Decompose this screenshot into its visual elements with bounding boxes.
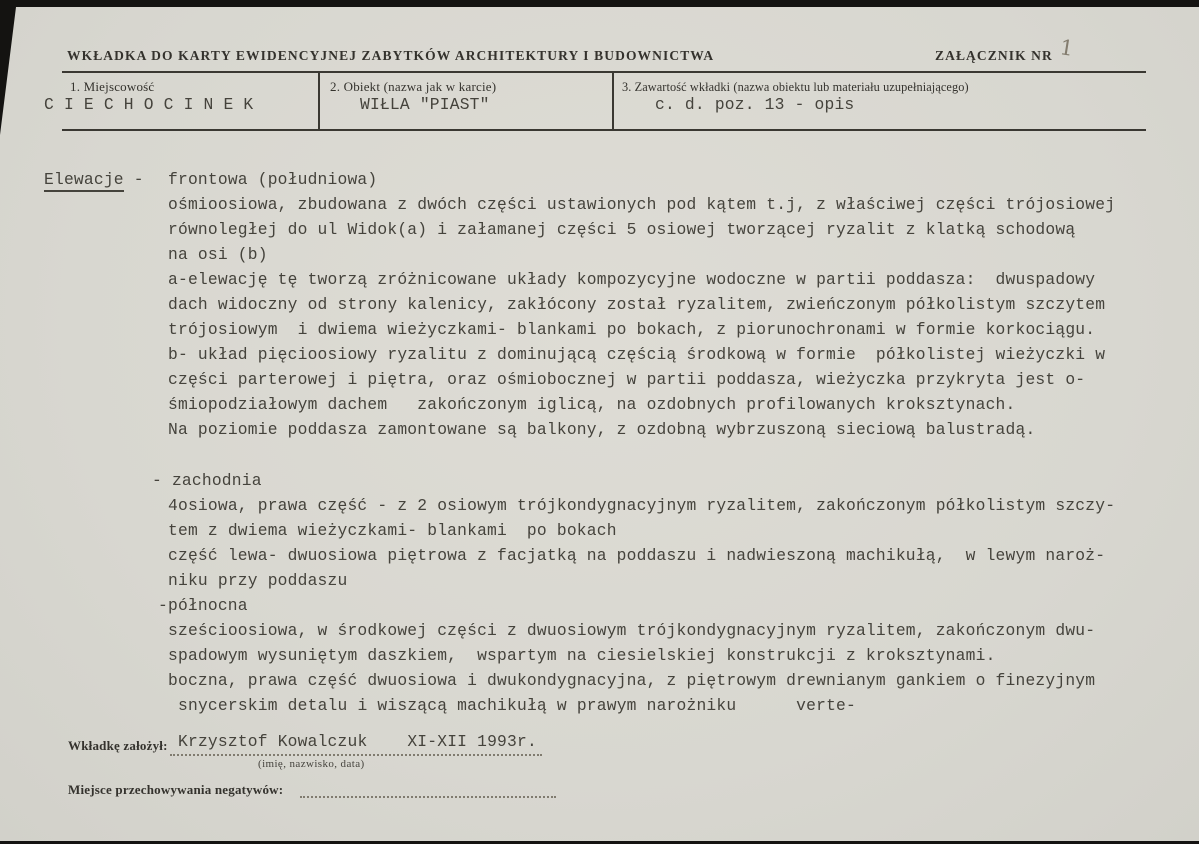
text-line: -północna [158, 595, 248, 615]
text-line: równoległej do ul Widok(a) i załamanej części 5 osiowej tworzącej ryzalit z klatką schodową [168, 220, 1076, 240]
text-line: frontowa (południowa) [168, 170, 378, 189]
negatives-dotted-line [300, 796, 556, 798]
field-miejscowosc-value: C I E C H O C I N E K [44, 95, 254, 114]
text-line [44, 443, 1164, 468]
text-line: b- układ pięcioosiowy ryzalitu z dominującą częścią środkową w formie półkolistej wieżyczki w [168, 345, 1106, 365]
text-line: części parterowej i piętra, oraz ośmiobocznej w partii poddasza, wieżyczka przykryta jest o- [168, 370, 1086, 390]
column-divider-1 [318, 73, 320, 129]
text-line: na osi (b) [168, 245, 268, 265]
text-line: - zachodnia [152, 470, 262, 490]
header-rule-bottom [62, 129, 1146, 131]
text-line: niku przy poddaszu [168, 570, 348, 590]
column-divider-2 [612, 73, 614, 129]
text-line: spadowym wysuniętym daszkiem, wspartym na ciesielskiej konstrukcji z kroksztynami. [168, 645, 996, 665]
section-elewacje-word: Elewacje [44, 170, 124, 192]
text-line: ośmioosiowa, zbudowana z dwóch części ustawionych pod kątem t.j, z właściwej części trójosiowej [168, 195, 1116, 215]
negatives-label: Miejsce przechowywania negatywów: [68, 782, 284, 797]
text-line: tem z dwiema wieżyczkami- blankami po bokach [168, 520, 617, 540]
text-line: sześcioosiowa, w środkowej części z dwuosiowym trójkondygnacyjnym ryzalitem, zakończonym dwu- [168, 620, 1096, 640]
founder-value: Krzysztof Kowalczuk XI-XII 1993r. [178, 732, 537, 751]
text-line: boczna, prawa część dwuosiowa i dwukondygnacyjna, z piętrowym drewnianym gankiem o finezyjnym [168, 670, 1096, 690]
body-lines [44, 167, 1164, 718]
founder-hint: (imię, nazwisko, data) [258, 758, 365, 770]
text-line: 4osiowa, prawa część - z 2 osiowym trójkondygnacyjnym ryzalitem, zakończonym półkolistym szczy- [168, 495, 1116, 515]
field-zawartosc-label: 3. Zawartość wkładki (nazwa obiektu lub materiału uzupełniającego) [622, 80, 969, 94]
section-elewacje-label [44, 167, 144, 192]
document-title: WKŁADKA DO KARTY EWIDENCYJNEJ ZABYTKÓW ARCHITEKTURY I BUDOWNICTWA [67, 48, 715, 63]
field-obiekt-value: WIŁLA "PIAST" [360, 95, 490, 114]
header-rule-top [62, 71, 1146, 73]
body-text-block [44, 167, 1164, 718]
text-line: Na poziomie poddasza zamontowane są balkony, z ozdobną wybrzuszoną sieciową balustradą. [168, 420, 1036, 440]
text-line: trójosiowym i dwiema wieżyczkami- blankami po bokach, z piorunochronami w formie korkociągu. [168, 320, 1096, 340]
field-zawartosc-value: c. d. poz. 13 - opis [655, 95, 855, 114]
text-line: a-elewację tę tworzą zróżnicowane układy kompozycyjne wodoczne w partii poddasza: dwuspadowy [168, 270, 1096, 290]
founder-label: Wkładkę założył: [68, 738, 168, 753]
text-line: snycerskim detalu i wiszącą machikułą w prawym narożniku verte- [178, 695, 856, 715]
attachment-number-label: ZAŁĄCZNIK NR [935, 48, 1053, 63]
text-line: dach widoczny od strony kalenicy, zakłócony został ryzalitem, zwieńczonym półkolistym szczytem [168, 295, 1106, 315]
field-miejscowosc-label: 1. Miejscowość [70, 79, 155, 94]
founder-dotted-line [170, 754, 542, 756]
text-line: część lewa- dwuosiowa piętrowa z facjatką na poddaszu i nadwieszoną machikułą, w lewym naroż- [168, 545, 1106, 565]
field-obiekt-label: 2. Obiekt (nazwa jak w karcie) [330, 79, 497, 94]
text-line: śmiopodziałowym dachem zakończonym iglicą, na ozdobnych profilowanych kroksztynach. [168, 395, 1016, 415]
section-elewacje-dash: - [133, 170, 144, 189]
attachment-number-handwritten: 1 [1058, 35, 1076, 61]
